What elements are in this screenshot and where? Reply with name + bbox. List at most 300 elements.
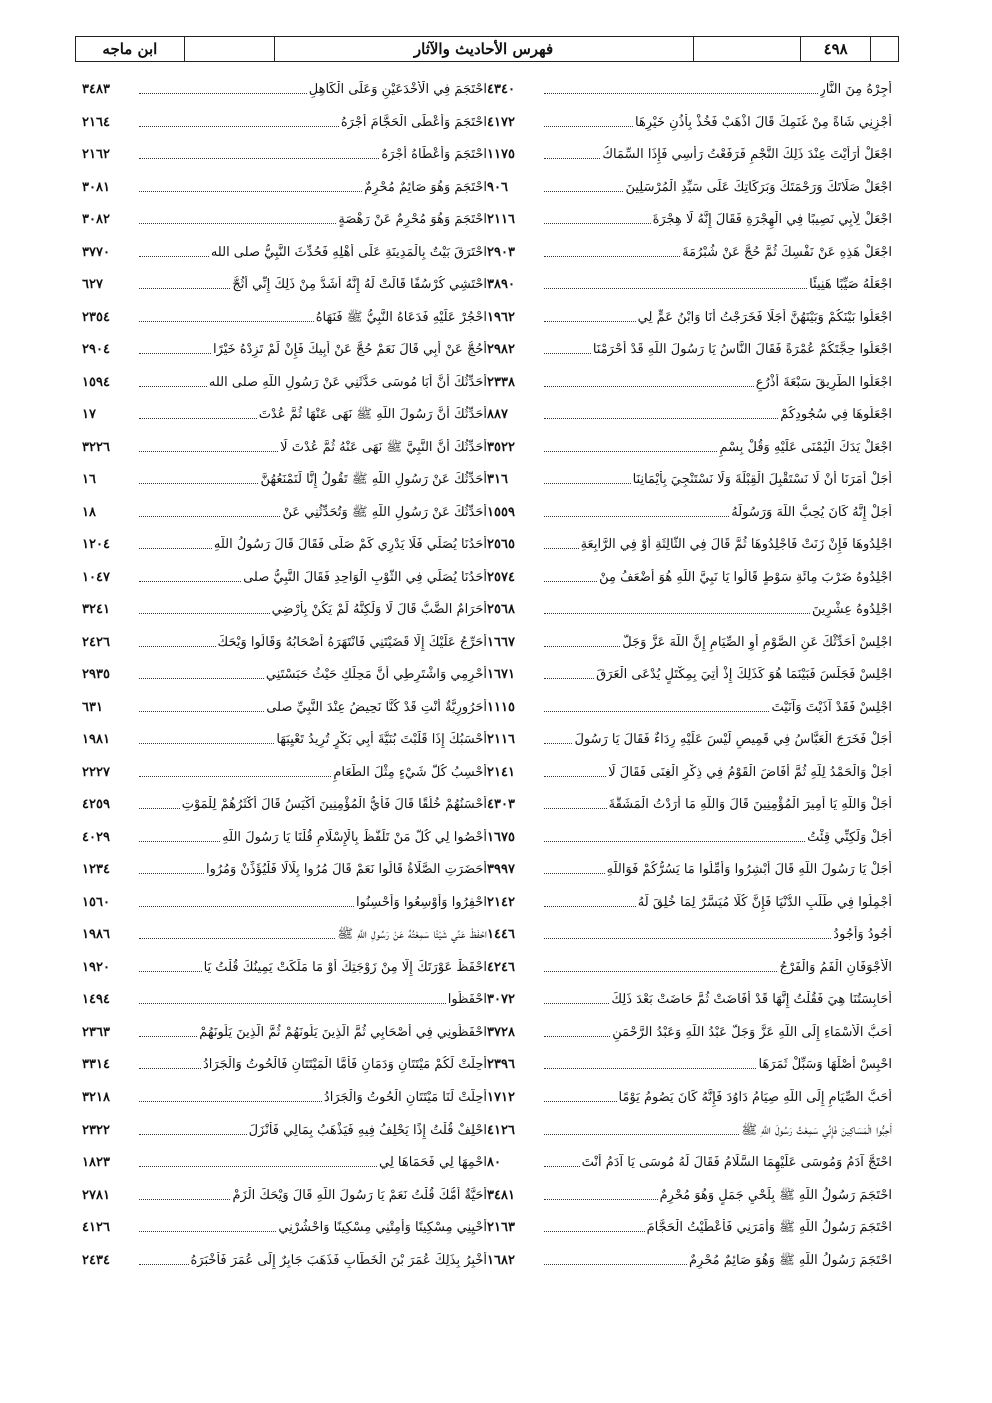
leader-dots: [139, 581, 241, 582]
hadith-incipit: أُخْبِرُ بِذَلِكَ عُمَرَ بْنَ الْخَطَّابِ فَذَهَبَ جَابِرٌ إِلَى عُمَرَ فَأَخْبَرَهُ: [190, 1252, 487, 1268]
index-entry: [82, 368, 487, 392]
hadith-number: ٢١٦٤: [82, 114, 110, 130]
hadith-incipit: اجْعَلْ هَذِهِ عَنْ نَفْسِكَ ثُمَّ حُجَّ عَنْ شُبْرُمَةَ: [682, 244, 892, 260]
index-entry: [82, 790, 487, 814]
hadith-incipit: أَجَلْ أَمَرَنَا أَنْ لَا نَسْتَقْبِلَ الْقِبْلَةَ وَلَا نَسْتَنْجِيَ بِأَيْمَانِنَا: [632, 472, 892, 488]
index-entry: [487, 660, 892, 684]
index-entry: [82, 888, 487, 912]
index-entry: [82, 108, 487, 132]
hadith-incipit: الْأَجْوَفَانِ الْفَمُ وَالْفَرْجُ: [779, 959, 892, 975]
hadith-incipit: احْتَجَمَ وَأَعْطَاهُ أَجْرَهُ: [381, 147, 487, 163]
hadith-incipit: أَحْسَبُكَ إِذَا قَلَبْتَ بُنَيَّةَ أَبِي بَكْرٍ تُرِيدُ تَعْيِبَهَا: [276, 732, 487, 748]
hadith-incipit: اجْعَلْ أَرَأَيْتَ عِنْدَ ذَلِكَ النَّجْمِ فَرَفَعْتُ رَأْسِي فَإِذَا السِّمَاكُ: [602, 147, 892, 163]
leader-dots: [139, 386, 207, 387]
hadith-incipit: أَحْيِنِي مِسْكِينًا وَأَمِتْنِي مِسْكِينًا وَاحْشُرْنِي: [278, 1220, 487, 1236]
hadith-incipit: أَجَلْ يَا رَسُولَ اللَّهِ قَالَ أَبْشِرُوا وَأَمِّلُوا مَا يَسُرُّكُمْ فَوَاللَّهِ: [606, 862, 892, 878]
leader-dots: [544, 93, 818, 94]
index-entry: [487, 693, 892, 717]
hadith-number: ٣٤٨١: [487, 1187, 515, 1203]
hadith-number: ٢١١٦: [487, 212, 515, 228]
index-entry: [82, 433, 487, 457]
hadith-number: ٣٠٧٢: [487, 992, 515, 1008]
hadith-incipit: أَحَبُّ الْأَسْمَاءِ إِلَى اللَّهِ عَزَّ وَجَلَّ عَبْدُ اللَّهِ وَعَبْدُ الرَّحْمَنِ: [612, 1024, 892, 1040]
hadith-number: ٢١١٦: [487, 732, 515, 748]
hadith-incipit: اجْعَلْ صَلَاتَكَ وَرَحْمَتَكَ وَبَرَكَاتِكَ عَلَى سَيِّدِ الْمُرْسَلِينَ: [625, 179, 892, 195]
hadith-number: ١٥٥٩: [487, 504, 515, 520]
hadith-incipit: أَجْمِلُوا فِي طَلَبِ الدُّنْيَا فَإِنَّ كُلًّا مُيَسَّرٌ لِمَا خُلِقَ لَهُ: [637, 894, 892, 910]
leader-dots: [139, 353, 211, 354]
hadith-incipit: احْجُرْ عَلَيْهِ فَدَعَاهُ النَّبِيُّ ﷺ فَنَهَاهُ: [315, 309, 487, 325]
hadith-number: ٣١٦: [487, 472, 508, 488]
hadith-incipit: احْتَجَمَ رَسُولُ اللَّهِ ﷺ بِلَحْيِ جَمَلٍ وَهُوَ مُحْرِمٌ: [659, 1187, 892, 1203]
hadith-number: ٣٩٩٧: [487, 862, 515, 878]
index-entry: [487, 335, 892, 359]
index-entry: [487, 563, 892, 587]
hadith-number: ١٩٢٠: [82, 959, 110, 975]
hadith-incipit: احْفِرُوا وَأَوْسِعُوا وَأَحْسِنُوا: [356, 894, 487, 910]
hadith-number: ٢٥٦٥: [487, 537, 515, 553]
index-entry: [487, 985, 892, 1009]
hadith-incipit: اجْعَلُوا بَيْنَكُمْ وَبَيْنَهُنَّ أَجَلًا فَخَرَجْتُ أَنَا وَابْنُ عَمٍّ لِي: [637, 309, 892, 325]
index-entry: [487, 888, 892, 912]
hadith-incipit: اجْلِسْ فَقَدْ آذَيْتَ وَآنَيْتَ: [771, 699, 892, 715]
index-entry: [82, 205, 487, 229]
hadith-incipit: اجْعَلُوهَا فِي سُجُودِكُمْ: [780, 407, 892, 423]
leader-dots: [544, 191, 623, 192]
leader-dots: [544, 873, 605, 874]
hadith-number: ١٨: [82, 504, 96, 520]
hadith-incipit: اجْلِسْ فَجَلَسَ فَبَيْنَمَا هُوَ كَذَلِكَ إِذْ أُتِيَ بِمِكْتَلٍ يُدْعَى الْعَرَقَ: [596, 667, 892, 683]
index-entry: [82, 953, 487, 977]
hadith-number: ٢٤٣٤: [82, 1252, 110, 1268]
hadith-number: ١٤٩٤: [82, 992, 110, 1008]
hadith-number: ٨٨٧: [487, 407, 508, 423]
index-entry: [487, 823, 892, 847]
index-entry: [487, 1018, 892, 1042]
leader-dots: [544, 516, 729, 517]
index-entry: [82, 270, 487, 294]
index-entry: [82, 1116, 487, 1140]
leader-dots: [544, 1134, 739, 1135]
hadith-number: ٣٢٤١: [82, 602, 110, 618]
hadith-incipit: أُحَدِّثُكَ أَنَّ رَسُولَ اللَّهِ ﷺ نَهَى عَنْهَا ثُمَّ عُدْتَ: [258, 407, 487, 423]
index-entry: [487, 855, 892, 879]
hadith-incipit: أَحَابِسَتُنَا هِيَ فَقُلْتُ إِنَّهَا قَدْ أَفَاضَتْ ثُمَّ حَاضَتْ بَعْدَ ذَلِكَ: [611, 992, 892, 1008]
hadith-incipit: أُحَدِّثُكَ عَنْ رَسُولِ اللَّهِ ﷺ وَتُحَدِّثُنِي عَنْ: [282, 504, 487, 520]
hadith-incipit: اجْلِدُوهُ ضَرْبَ مِائَةِ سَوْطٍ قَالُوا يَا نَبِيَّ اللَّهِ هُوَ أَضْعَفُ مِنْ: [599, 569, 892, 585]
index-entry: [487, 140, 892, 164]
hadith-incipit: احْتَجَمَ وَهُوَ مُحْرِمٌ عَنْ رَهْصَةٍ: [338, 212, 487, 228]
leader-dots: [139, 613, 270, 614]
leader-dots: [544, 288, 807, 289]
hadith-incipit: احْفَظْ عَنِّي شَيْئًا سَمِعْتُهُ عَنْ رَسُولِ اللَّهِ ﷺ: [337, 927, 487, 943]
hadith-incipit: أَحْرِمِي وَاشْتَرِطِي أَنَّ مَحِلِّكِ حَيْثُ حَبَسْتَنِي: [265, 667, 487, 683]
hadith-number: ١٦٧١: [487, 667, 515, 683]
hadith-incipit: أُحِلَّتْ لَنَا مَيْتَتَانِ الْحُوتُ وَالْجَرَادُ: [323, 1089, 487, 1105]
hadith-number: ٣٧٧٠: [82, 244, 110, 260]
hadith-incipit: أُحَرِّجُ عَلَيْكَ إِلَّا قَضَيْتَنِي فَانْتَهَرَهُ أَصْحَابُهُ وَقَالُوا وَيْحَكَ: [217, 634, 487, 650]
hadith-number: ٢٩٠٤: [82, 342, 110, 358]
hadith-number: ٢٩٨٢: [487, 342, 515, 358]
hadith-incipit: أُحَدِّثُكَ أَنَّ أَبَا مُوسَى حَدَّثَنِي عَنْ رَسُولِ اللَّهِ صلى الله: [208, 374, 487, 390]
hadith-number: ١١٧٥: [487, 147, 515, 163]
index-entry: [82, 303, 487, 327]
index-entry: [487, 758, 892, 782]
hadith-incipit: أَحَدُنَا يُصَلِّي فِي الثَّوْبِ الْوَاحِدِ فَقَالَ النَّبِيُّ صلى: [243, 569, 487, 585]
index-column-right: [487, 75, 892, 1270]
hadith-incipit: اجْعَلُوا الطَّرِيقَ سَبْعَةَ أَذْرُعٍ: [755, 374, 892, 390]
index-entry: [82, 140, 487, 164]
leader-dots: [139, 126, 339, 127]
hadith-incipit: احْتَرَقَ بَيْتٌ بِالْمَدِينَةِ عَلَى أَهْلِهِ فَحُدِّثَ النَّبِيُّ صلى الله: [210, 244, 487, 260]
hadith-incipit: أَجَلْ فَخَرَجَ الْعَبَّاسُ فِي قَمِيصٍ لَيْسَ عَلَيْهِ رِدَاءٌ فَقَالَ يَا رَسُولَ: [574, 732, 892, 748]
leader-dots: [544, 1036, 610, 1037]
hadith-number: ٢٣٢٢: [82, 1122, 110, 1138]
hadith-number: ٣٤٨٣: [82, 82, 110, 97]
hadith-incipit: احْتَجَمَ رَسُولُ اللَّهِ ﷺ وَأَمَرَنِي فَأَعْطَيْتُ الْحَجَّامَ: [646, 1220, 892, 1236]
leader-dots: [139, 256, 209, 257]
leader-dots: [544, 971, 777, 972]
leader-dots: [139, 451, 278, 452]
leader-dots: [139, 93, 307, 94]
hadith-number: ١٦٧٥: [487, 829, 515, 845]
index-entry: [487, 953, 892, 977]
hadith-incipit: احْتَجَمَ فِي الْأَخْدَعَيْنِ وَعَلَى الْكَاهِلِ: [308, 82, 487, 97]
hadith-number: ١٩٦٢: [487, 309, 515, 325]
leader-dots: [544, 158, 600, 159]
hadith-number: ٢٤٢٦: [82, 634, 110, 650]
index-entry: [487, 270, 892, 294]
index-entry: [82, 530, 487, 554]
leader-dots: [544, 451, 717, 452]
leader-dots: [139, 418, 257, 419]
index-entry: [487, 1246, 892, 1270]
hadith-incipit: أُحَدِّثُكَ عَنْ رَسُولِ اللَّهِ ﷺ تَقُولُ إِنَّا لَنَمْنَعُهُنَّ: [260, 472, 487, 488]
header-book-title: ابن ماجه: [102, 40, 158, 58]
leader-dots: [139, 548, 212, 549]
hadith-number: ٣٨٩٠: [487, 277, 515, 293]
hadith-number: ٤٣٠٣: [487, 797, 515, 813]
hadith-number: ٢١٤١: [487, 764, 515, 780]
leader-dots: [544, 613, 810, 614]
leader-dots: [544, 223, 651, 224]
leader-dots: [544, 808, 607, 809]
leader-dots: [139, 678, 264, 679]
hadith-incipit: أَحَضَرَتِ الصَّلَاةُ قَالُوا نَعَمْ قَالَ مُرُوا بِلَالًا فَلْيُؤَذِّنْ وَمُرُوا: [205, 862, 487, 878]
hadith-incipit: أَحَيَّةٌ أُمُّكَ قُلْتُ نَعَمْ يَا رَسُولَ اللَّهِ قَالَ وَيْحَكَ الْزَمْ: [232, 1187, 487, 1203]
index-entry: [82, 563, 487, 587]
hadith-number: ٢٩٠٣: [487, 244, 515, 260]
leader-dots: [544, 1231, 645, 1232]
hadith-number: ٢٣٦٣: [82, 1024, 110, 1040]
index-column-left: [82, 75, 487, 1270]
hadith-incipit: احْمِهَا لِي فَحَمَاهَا لِي: [378, 1155, 487, 1171]
hadith-incipit: أَجِرْهُ مِنَ النَّارِ: [819, 82, 892, 97]
hadith-number: ١١١٥: [487, 699, 515, 715]
leader-dots: [139, 1036, 197, 1037]
leader-dots: [544, 678, 594, 679]
index-entry: [487, 108, 892, 132]
hadith-number: ٤٠٢٩: [82, 829, 110, 845]
hadith-incipit: احْتَشِي كُرْسُفًا قَالَتْ لَهُ إِنَّهُ أَشَدُّ مِنْ ذَلِكَ إِنِّي أَثُجُّ: [232, 277, 487, 293]
index-entry: [82, 920, 487, 944]
hadith-number: ٤٢٥٩: [82, 797, 110, 813]
hadith-incipit: احْتَجَمَ وَهُوَ صَائِمٌ مُحْرِمٌ: [364, 179, 487, 195]
hadith-number: ٣٠٨١: [82, 179, 110, 195]
hadith-number: ١٦٨٢: [487, 1252, 515, 1268]
hadith-number: ٢٢٢٧: [82, 764, 110, 780]
index-entry: [487, 75, 892, 99]
leader-dots: [139, 1101, 322, 1102]
leader-dots: [544, 483, 631, 484]
hadith-incipit: احْتَجَمَ رَسُولُ اللَّهِ ﷺ وَهُوَ صَائِمٌ مُحْرِمٌ: [689, 1252, 892, 1268]
hadith-number: ٤١٢٦: [487, 1122, 515, 1138]
index-entry: [82, 660, 487, 684]
index-entry: [82, 173, 487, 197]
hadith-number: ٤١٢٦: [82, 1220, 110, 1236]
leader-dots: [544, 938, 831, 939]
index-entry: [82, 1148, 487, 1172]
hadith-incipit: أَجْزِنِي شَاةً مِنْ غَنَمِكَ قَالَ اذْهَبْ فَخُذْ بِأُذُنِ خَيْرِهَا: [635, 114, 892, 130]
index-entry: [82, 75, 487, 99]
index-entry: [82, 465, 487, 489]
hadith-incipit: أَجَلْ وَاللَّهِ يَا أَمِيرَ الْمُؤْمِنِينَ قَالَ وَاللَّهِ مَا أَرَدْتُ الْمَشَقَّةَ: [608, 797, 892, 813]
hadith-incipit: أَحِبُّوا الْمَسَاكِينَ فَإِنِّي سَمِعْتُ رَسُولَ اللَّهِ ﷺ: [741, 1122, 892, 1138]
leader-dots: [139, 1231, 276, 1232]
hadith-incipit: اجْعَلُوا حِجَّتَكُمْ عُمْرَةً فَقَالَ النَّاسُ يَا رَسُولَ اللَّهِ قَدْ أَحْرَمْنَا: [592, 342, 892, 358]
hadith-number: ١٥٩٤: [82, 374, 110, 390]
leader-dots: [544, 1003, 609, 1004]
leader-dots: [139, 906, 354, 907]
hadith-number: ٣٥٢٢: [487, 439, 515, 455]
index-entry: [487, 628, 892, 652]
leader-dots: [139, 938, 335, 939]
hadith-incipit: أَحَبُّ الصِّيَامِ إِلَى اللَّهِ صِيَامُ دَاوُدَ فَإِنَّهُ كَانَ يَصُومُ يَوْمًا: [618, 1089, 892, 1105]
index-entry: [82, 823, 487, 847]
hadith-incipit: أَحْصُوا لِي كُلَّ مَنْ تَلَفَّظَ بِالْإِسْلَامِ قُلْنَا يَا رَسُولَ اللَّهِ: [222, 829, 487, 845]
hadith-incipit: اجْعَلْ لِأَبِي نَصِيبًا فِي الْهِجْرَةِ فَقَالَ إِنَّهُ لَا هِجْرَةَ: [652, 212, 892, 228]
leader-dots: [139, 321, 314, 322]
header-index-title: فهرس الأحاديث والآثار: [274, 37, 693, 61]
index-entry: [487, 725, 892, 749]
leader-dots: [139, 1264, 189, 1265]
leader-dots: [544, 1199, 658, 1200]
index-entry: [82, 1246, 487, 1270]
hadith-number: ١٩٨٦: [82, 927, 110, 943]
index-entry: [487, 368, 892, 392]
index-entry: [487, 1116, 892, 1140]
hadith-incipit: اجْعَلْ يَدَكَ الْيُمْنَى عَلَيْهِ وَقُلْ بِسْمِ: [719, 439, 892, 455]
hadith-number: ٢١٦٢: [82, 147, 110, 163]
hadith-number: ١٦٦٧: [487, 634, 515, 650]
hadith-number: ٢٣٩٦: [487, 1057, 515, 1073]
leader-dots: [139, 1068, 201, 1069]
leader-dots: [544, 256, 680, 257]
hadith-number: ٢١٤٢: [487, 894, 515, 910]
hadith-incipit: احْفَظُوا: [447, 992, 487, 1008]
hadith-number: ٢٥٦٨: [487, 602, 515, 618]
hadith-number: ٤٢٤٦: [487, 959, 515, 975]
index-entry: [82, 628, 487, 652]
leader-dots: [544, 321, 636, 322]
leader-dots: [139, 158, 379, 159]
index-entry: [82, 400, 487, 424]
hadith-incipit: احْفَظُونِي فِي أَصْحَابِي ثُمَّ الَّذِينَ يَلُونَهُمْ ثُمَّ الَّذِينَ يَلُونَهُمْ: [199, 1024, 487, 1040]
leader-dots: [544, 548, 579, 549]
hadith-number: ٨٠: [487, 1155, 501, 1171]
leader-dots: [544, 841, 805, 842]
hadith-number: ٣٢٢٦: [82, 439, 110, 455]
index-entry: [487, 1181, 892, 1205]
leader-dots: [544, 1068, 756, 1069]
leader-dots: [544, 1166, 580, 1167]
leader-dots: [139, 1166, 377, 1167]
hadith-number: ٢٣٥٤: [82, 309, 110, 325]
index-entry: [487, 1050, 892, 1074]
leader-dots: [544, 126, 633, 127]
leader-dots: [544, 906, 636, 907]
leader-dots: [544, 711, 769, 712]
leader-dots: [139, 1134, 247, 1135]
hadith-number: ٢١٦٣: [487, 1220, 515, 1236]
leader-dots: [139, 483, 258, 484]
hadith-number: ١٧١٢: [487, 1089, 515, 1105]
index-entry: [82, 595, 487, 619]
leader-dots: [139, 841, 220, 842]
index-entry: [487, 790, 892, 814]
leader-dots: [544, 1264, 687, 1265]
index-entry: [487, 1083, 892, 1107]
hadith-number: ٢٥٧٤: [487, 569, 515, 585]
hadith-incipit: أَجَلْ وَلَكِنِّي قِئْتُ: [807, 829, 892, 845]
hadith-incipit: أَحْسَنُهُمْ خُلُقًا قَالَ فَأَيُّ الْمُؤْمِنِينَ أَكْيَسُ قَالَ أَكْثَرُهُمْ لِلْمَوْتِ: [181, 797, 487, 813]
hadith-incipit: أَجَلْ إِنَّهُ كَانَ يُحِبُّ اللَّهَ وَرَسُولَهُ: [731, 504, 892, 520]
hadith-incipit: أَحَدُنَا يُصَلِّي فَلَا يَدْرِي كَمْ صَلَّى فَقَالَ قَالَ رَسُولُ اللَّهِ: [213, 537, 487, 553]
hadith-number: ٦٢٧: [82, 277, 103, 293]
leader-dots: [139, 516, 280, 517]
index-entry: [487, 920, 892, 944]
index-entry: [487, 173, 892, 197]
header-empty-cell: [870, 37, 898, 61]
leader-dots: [139, 873, 204, 874]
index-entry: [487, 238, 892, 262]
page-header: [75, 36, 899, 62]
hadith-incipit: أَجُودُ وَأَجُودُ: [833, 927, 892, 943]
hadith-incipit: اجْلِسْ أُحَدِّثْكَ عَنِ الصَّوْمِ أَوِ الصِّيَامِ إِنَّ اللَّهَ عَزَّ وَجَلَّ: [622, 634, 892, 650]
leader-dots: [544, 646, 620, 647]
leader-dots: [139, 646, 216, 647]
index-entry: [82, 855, 487, 879]
leader-dots: [139, 711, 264, 712]
hadith-incipit: احْتَجَمَ وَأَعْطَى الْحَجَّامَ أَجْرَهُ: [340, 114, 487, 130]
index-entry: [487, 498, 892, 522]
leader-dots: [544, 1101, 617, 1102]
hadith-number: ٣٧٢٨: [487, 1024, 515, 1040]
index-entry: [82, 985, 487, 1009]
hadith-incipit: أَحَرُورِيَّةٌ أَنْتِ قَدْ كُنَّا نَحِيضُ عِنْدَ النَّبِيِّ صلى: [266, 699, 487, 715]
hadith-incipit: اجْعَلْهُ صَيِّبًا هَنِيئًا: [809, 277, 892, 293]
leader-dots: [139, 288, 230, 289]
hadith-incipit: اجْلِدُوهُ عِشْرِينَ: [811, 602, 892, 618]
leader-dots: [139, 223, 336, 224]
hadith-number: ٦٣١: [82, 699, 103, 715]
index-entry: [487, 205, 892, 229]
hadith-number: ١٤٤٦: [487, 927, 515, 943]
index-entry: [82, 1083, 487, 1107]
index-entry: [82, 1018, 487, 1042]
hadith-number: ١٧: [82, 407, 96, 423]
leader-dots: [544, 386, 754, 387]
header-empty-cell: [693, 37, 801, 61]
hadith-incipit: احْتَجَّ آدَمُ وَمُوسَى عَلَيْهِمَا السَّلَامُ فَقَالَ لَهُ مُوسَى يَا آدَمُ أَنْتَ: [581, 1155, 892, 1171]
hadith-number: ١٢٣٤: [82, 862, 110, 878]
leader-dots: [139, 191, 362, 192]
hadith-number: ٤٣٤٠: [487, 82, 515, 97]
leader-dots: [139, 1003, 446, 1004]
hadith-incipit: اجْلِدُوهَا فَإِنْ زَنَتْ فَاجْلِدُوهَا ثُمَّ قَالَ فِي الثَّالِثَةِ أَوْ فِي الرَّابِعَةِ: [580, 537, 892, 553]
hadith-incipit: أَحْسِبُ كُلَّ شَيْءٍ مِثْلَ الطَّعَامِ: [333, 764, 487, 780]
leader-dots: [544, 581, 597, 582]
hadith-number: ٩٠٦: [487, 179, 508, 195]
hadith-number: ٣٠٨٢: [82, 212, 110, 228]
index-entry: [82, 238, 487, 262]
leader-dots: [139, 776, 331, 777]
index-entry: [487, 1213, 892, 1237]
hadith-incipit: احْبِسْ أَصْلَهَا وَسَبِّلْ ثَمَرَهَا: [758, 1057, 892, 1073]
index-entry: [487, 595, 892, 619]
hadith-incipit: أُحِلَّتْ لَكُمْ مَيْتَتَانِ وَدَمَانِ فَأَمَّا الْمَيْتَتَانِ فَالْحُوتُ وَالْجَرَادُ: [203, 1057, 487, 1073]
index-entry: [487, 433, 892, 457]
hadith-number: ١٨٢٣: [82, 1155, 110, 1171]
header-empty-cell: [184, 37, 274, 61]
index-entry: [487, 400, 892, 424]
index-entry: [82, 335, 487, 359]
hadith-number: ٢٣٣٨: [487, 374, 515, 390]
hadith-incipit: أُحَدِّثُكَ أَنَّ النَّبِيَّ ﷺ نَهَى عَنْهُ ثُمَّ عُدْتَ لَا: [280, 439, 487, 455]
index-entry: [82, 1213, 487, 1237]
hadith-number: ١٦: [82, 472, 96, 488]
hadith-number: ١٠٤٧: [82, 569, 110, 585]
index-entry: [487, 465, 892, 489]
leader-dots: [139, 971, 202, 972]
hadith-number: ٢٩٣٥: [82, 667, 110, 683]
leader-dots: [544, 353, 591, 354]
index-entry: [82, 693, 487, 717]
hadith-number: ٢٧٨١: [82, 1187, 110, 1203]
hadith-incipit: أَحُجُّ عَنْ أَبِي قَالَ نَعَمْ حُجَّ عَنْ أَبِيكَ فَإِنْ لَمْ تَزِدْهُ خَيْرًا: [212, 342, 487, 358]
hadith-number: ٤١٧٢: [487, 114, 515, 130]
index-entry: [82, 725, 487, 749]
index-entry: [82, 498, 487, 522]
index-entry: [487, 303, 892, 327]
hadith-number: ١٩٨١: [82, 732, 110, 748]
hadith-incipit: احْلِفْ قُلْتُ إِذًا يَحْلِفُ فِيهِ فَيَذْهَبُ بِمَالِي فَأَنْزَلَ: [248, 1122, 487, 1138]
hadith-number: ١٢٠٤: [82, 537, 110, 553]
index-entry: [487, 530, 892, 554]
leader-dots: [139, 743, 274, 744]
index-entry: [82, 1181, 487, 1205]
leader-dots: [139, 1199, 230, 1200]
hadith-incipit: احْفَظْ عَوْرَتَكَ إِلَّا مِنْ زَوْجَتِكَ أَوْ مَا مَلَكَتْ يَمِينُكَ قُلْتُ يَا: [203, 959, 487, 975]
header-page-number: ٤٩٨: [800, 37, 870, 61]
index-entry: [82, 758, 487, 782]
leader-dots: [139, 808, 180, 809]
hadith-number: ٣٣١٤: [82, 1057, 110, 1073]
hadith-number: ١٥٦٠: [82, 894, 110, 910]
leader-dots: [544, 776, 606, 777]
hadith-number: ٣٢١٨: [82, 1089, 110, 1105]
leader-dots: [544, 743, 572, 744]
